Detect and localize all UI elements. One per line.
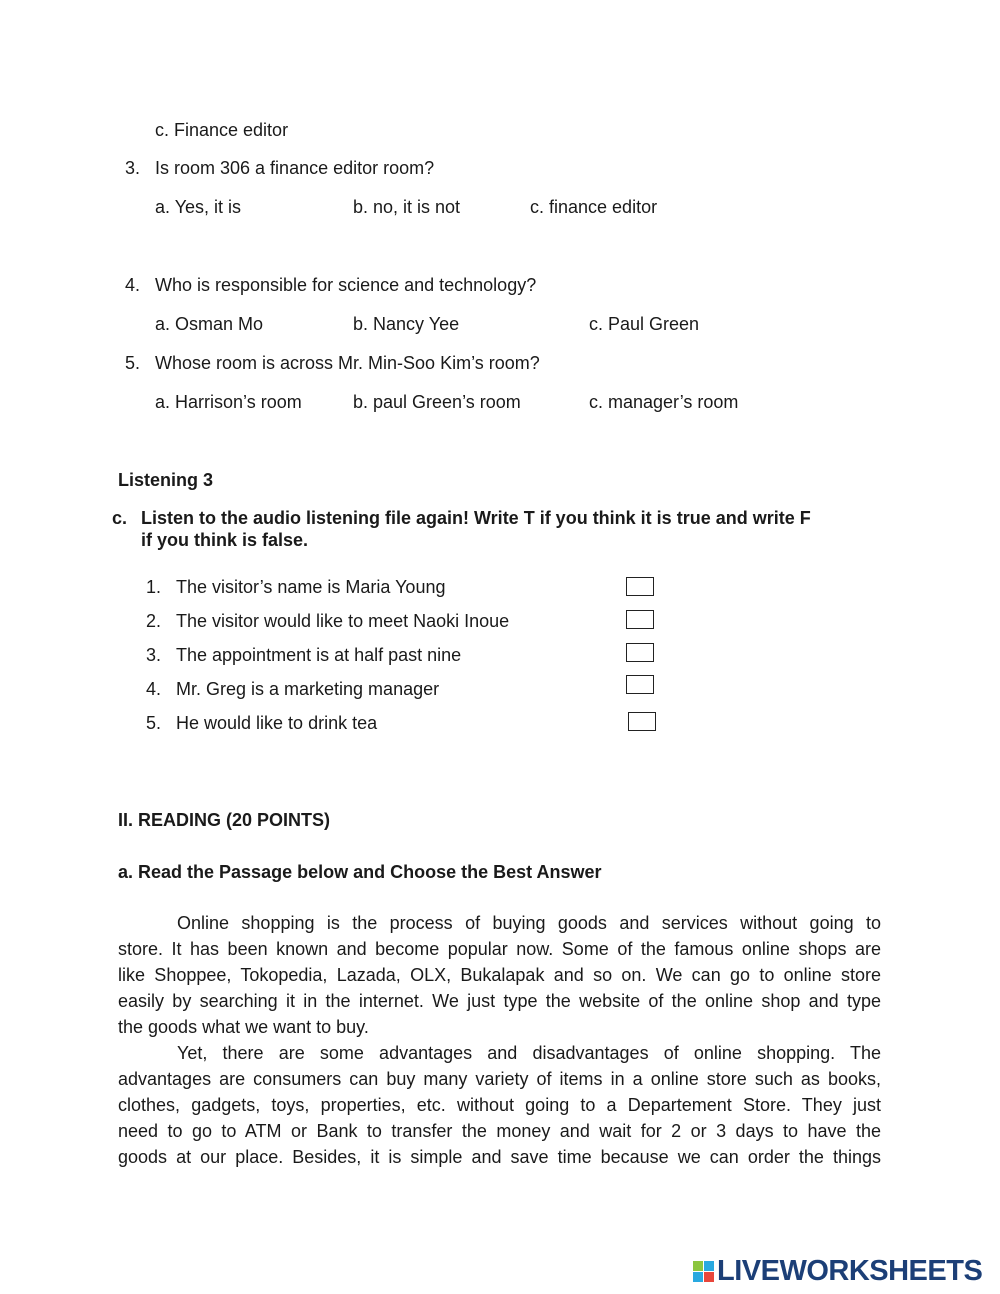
tf-item-text: The visitor would like to meet Naoki Inoue (176, 611, 510, 631)
instruction-line2: if you think is false. (141, 530, 309, 550)
q3-number: 3. (125, 158, 141, 178)
instruction-letter: c. (112, 508, 128, 528)
q4-question: Who is responsible for science and technology? (155, 275, 537, 295)
reading-title: II. READING (20 POINTS) (118, 810, 331, 830)
q4-option-c: c. Paul Green (589, 314, 700, 334)
passage-line: advantages are consumers can buy many variety of items in a online store such as books, (118, 1069, 881, 1089)
q3-option-c: c. finance editor (530, 197, 658, 217)
tf-answer-box-4[interactable] (626, 675, 654, 694)
passage-line: store. It has been known and become popular now. Some of the famous online shops are (118, 939, 881, 959)
tf-item-text: Mr. Greg is a marketing manager (176, 679, 440, 699)
tf-answer-box-1[interactable] (626, 577, 654, 596)
tf-item-number: 3. (146, 645, 162, 665)
tf-item-text: He would like to drink tea (176, 713, 378, 733)
tf-item-text: The appointment is at half past nine (176, 645, 462, 665)
passage-line: the goods what we want to buy. (118, 1017, 369, 1037)
tf-item-text: The visitor’s name is Maria Young (176, 577, 446, 597)
tf-answer-box-2[interactable] (626, 610, 654, 629)
passage-line: easily by searching it in the internet. We just type the website of the online shop and type (118, 991, 881, 1011)
q3-option-a: a. Yes, it is (155, 197, 242, 217)
passage-line: need to go to ATM or Bank to transfer the money and wait for 2 or 3 days to have the (118, 1121, 881, 1141)
logo-tiles-icon (693, 1261, 714, 1282)
reading-subtitle: a. Read the Passage below and Choose the Best Answer (118, 862, 602, 882)
q4-option-b: b. Nancy Yee (353, 314, 460, 334)
logo-text: LIVEWORKSHEETS (717, 1255, 983, 1287)
q3-option-b: b. no, it is not (353, 197, 461, 217)
q5-question: Whose room is across Mr. Min-Soo Kim’s room? (155, 353, 540, 373)
listening3-title: Listening 3 (118, 470, 214, 490)
liveworksheets-logo (693, 1255, 982, 1288)
q5-number: 5. (125, 353, 141, 373)
q3-question: Is room 306 a finance editor room? (155, 158, 435, 178)
tf-item-number: 1. (146, 577, 162, 597)
q4-option-a: a. Osman Mo (155, 314, 264, 334)
tf-answer-box-3[interactable] (626, 643, 654, 662)
tf-answer-box-5[interactable] (628, 712, 656, 731)
instruction-line1: Listen to the audio listening file again! Write T if you think it is true and write F (141, 508, 811, 528)
tf-item-number: 4. (146, 679, 162, 699)
passage-line: Online shopping is the process of buying goods and services without going to (177, 913, 881, 933)
passage-line: goods at our place. Besides, it is simple and save time because we can order the things (118, 1147, 881, 1167)
q5-option-c: c. manager’s room (589, 392, 739, 412)
passage-line: like Shoppee, Tokopedia, Lazada, OLX, Bukalapak and so on. We can go to online store (118, 965, 881, 985)
q4-number: 4. (125, 275, 141, 295)
passage-line: Yet, there are some advantages and disadvantages of online shopping. The (177, 1043, 881, 1063)
q5-option-b: b. paul Green’s room (353, 392, 521, 412)
tf-item-number: 5. (146, 713, 162, 733)
q2-option-c: c. Finance editor (155, 120, 289, 140)
tf-item-number: 2. (146, 611, 162, 631)
q5-option-a: a. Harrison’s room (155, 392, 302, 412)
passage-line: clothes, gadgets, toys, properties, etc. without going to a Departement Store. They just (118, 1095, 881, 1115)
